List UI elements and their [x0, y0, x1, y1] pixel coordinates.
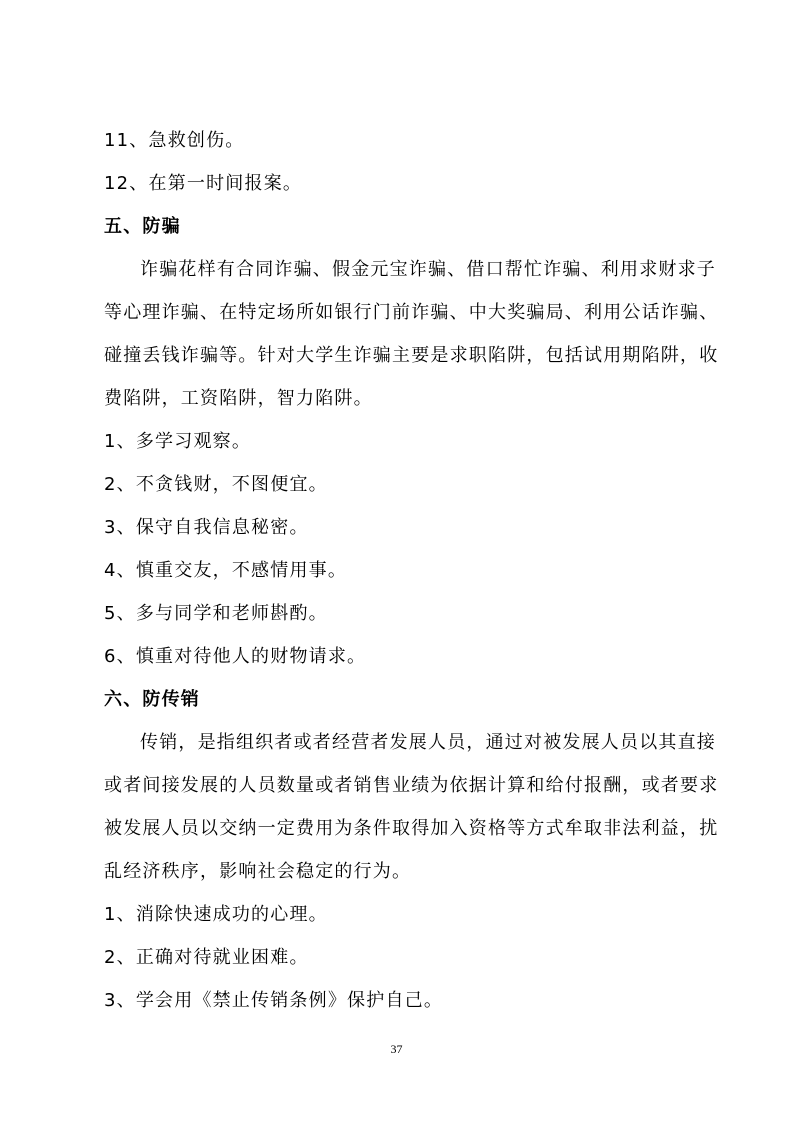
fraud-item-6: 6、慎重对待他人的财物请求。	[104, 646, 367, 667]
fraud-item-1: 1、多学习观察。	[104, 431, 252, 452]
paragraph-pyramid-line-1: 传销，是指组织者或者经营者发展人员，通过对被发展人员以其直接	[140, 732, 716, 753]
fraud-item-3: 3、保守自我信息秘密。	[104, 517, 309, 538]
paragraph-fraud-line-2: 等心理诈骗、在特定场所如银行门前诈骗、中大奖骗局、利用公话诈骗、	[104, 302, 719, 323]
fraud-item-2: 2、不贪钱财，不图便宜。	[104, 474, 328, 495]
fraud-item-5: 5、多与同学和老师斟酌。	[104, 603, 328, 624]
paragraph-fraud-line-1: 诈骗花样有合同诈骗、假金元宝诈骗、借口帮忙诈骗、利用求财求子	[140, 259, 716, 280]
paragraph-pyramid-line-4: 乱经济秩序，影响社会稳定的行为。	[104, 861, 412, 882]
pyramid-item-1: 1、消除快速成功的心理。	[104, 904, 328, 925]
pyramid-item-2: 2、正确对待就业困难。	[104, 947, 309, 968]
paragraph-pyramid-line-3: 被发展人员以交纳一定费用为条件取得加入资格等方式牟取非法利益，扰	[104, 818, 719, 839]
paragraph-fraud-line-3: 碰撞丢钱诈骗等。针对大学生诈骗主要是求职陷阱，包括试用期陷阱，收	[104, 345, 719, 366]
fraud-item-4: 4、慎重交友，不感情用事。	[104, 560, 348, 581]
section-heading-pyramid-selling: 六、防传销	[104, 689, 200, 710]
page-number: 37	[390, 1042, 403, 1056]
paragraph-fraud-line-4: 费陷阱，工资陷阱，智力陷阱。	[104, 388, 373, 409]
list-item-11: 11、急救创伤。	[104, 130, 245, 151]
list-item-12: 12、在第一时间报案。	[104, 173, 303, 194]
section-heading-fraud: 五、防骗	[104, 216, 181, 237]
pyramid-item-3: 3、学会用《禁止传销条例》保护自己。	[104, 990, 444, 1011]
paragraph-pyramid-line-2: 或者间接发展的人员数量或者销售业绩为依据计算和给付报酬，或者要求	[104, 775, 719, 796]
